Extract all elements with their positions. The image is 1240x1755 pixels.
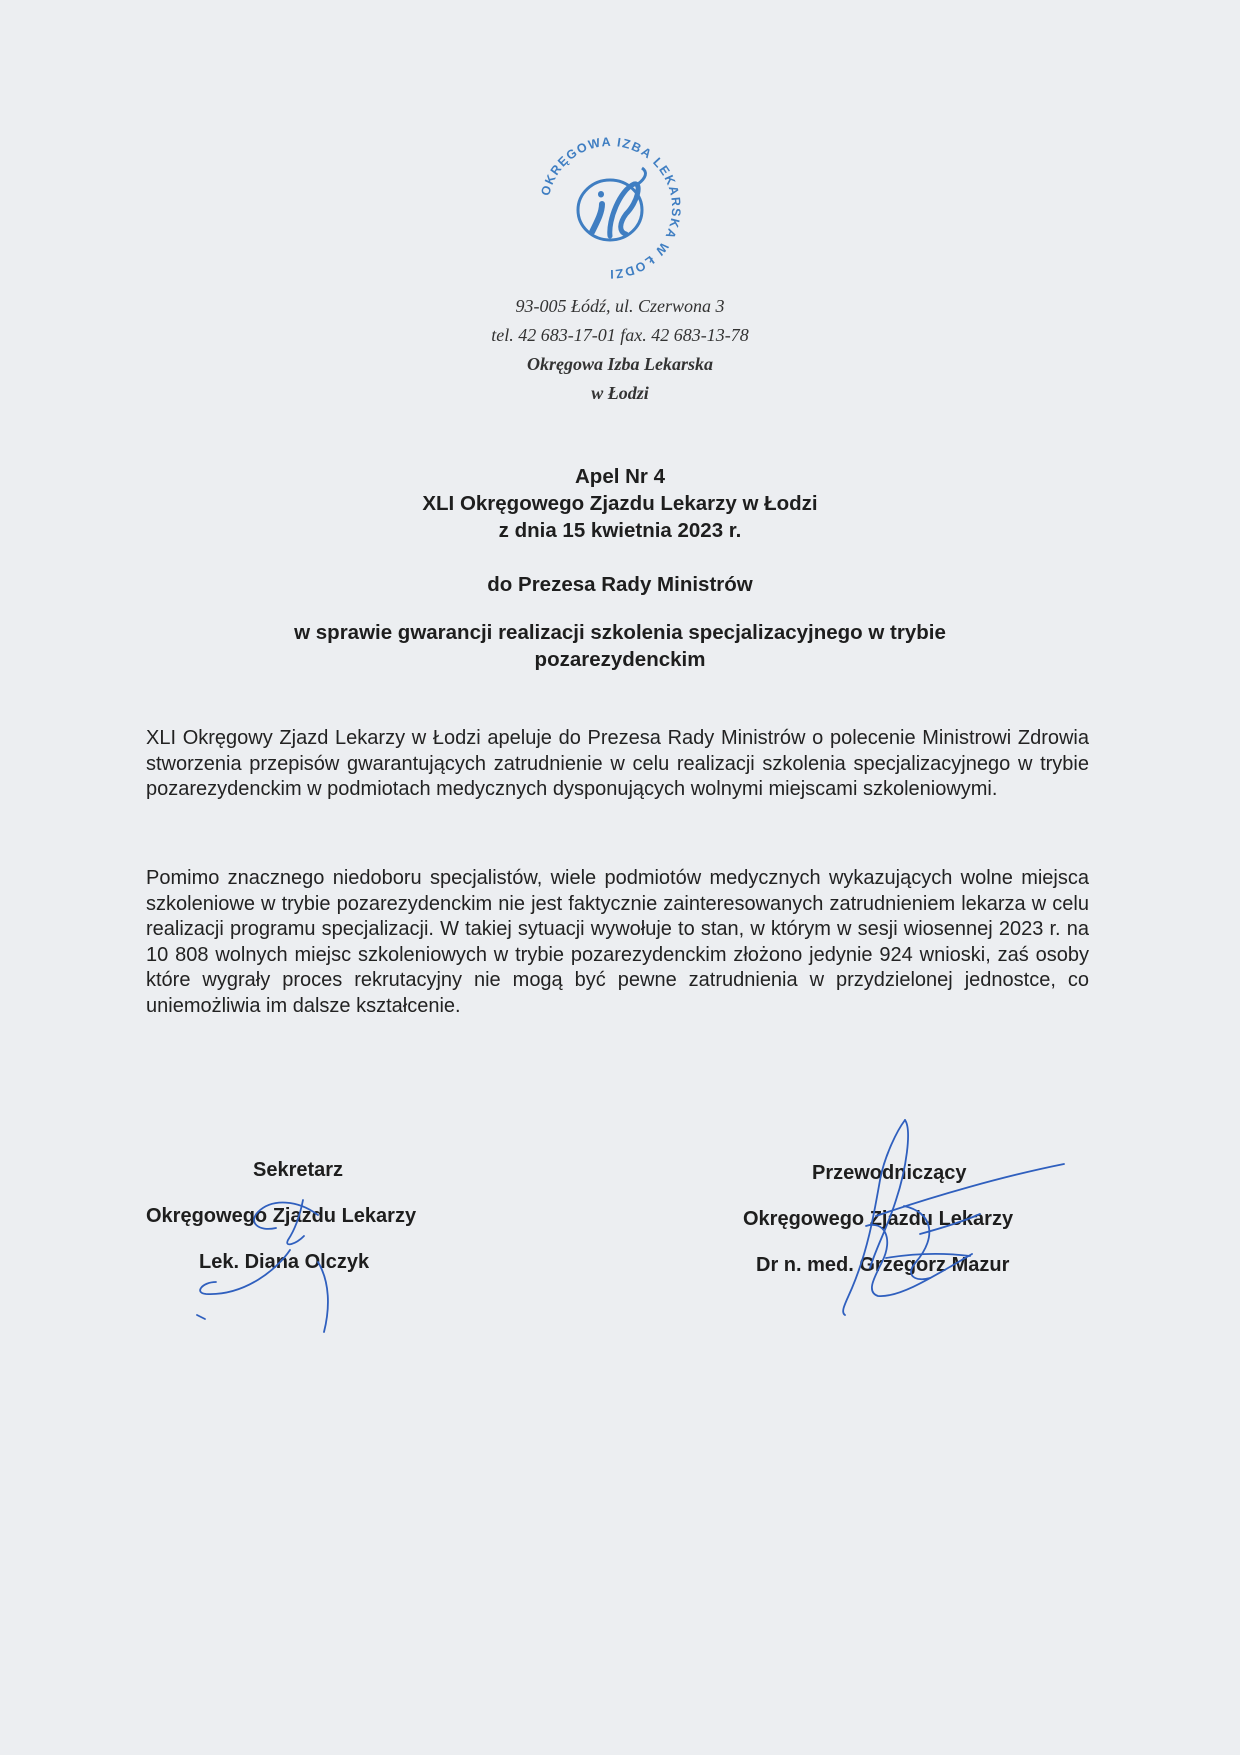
letterhead-org-name: Okręgowa Izba Lekarska [526, 354, 713, 374]
letterhead-phone: tel. 42 683-17-01 fax. 42 683-13-78 [491, 325, 749, 345]
addressee: do Prezesa Rady Ministrów [487, 573, 753, 596]
left-signature-role: Sekretarz [253, 1159, 344, 1181]
left-signature-body: Okręgowego Zjazdu Lekarzy [146, 1205, 417, 1227]
title-line-1: Apel Nr 4 [575, 465, 665, 488]
subject-line-2: pozarezydenckim [534, 648, 706, 671]
title-line-2: XLI Okręgowego Zjazdu Lekarzy w Łodzi [422, 492, 818, 515]
title-line-3: z dnia 15 kwietnia 2023 r. [498, 519, 742, 542]
body-paragraph-2: Pomimo znacznego niedoboru specjalistów, wiele podmiotów medycznych wykazujących wolne miejsca szkoleniowe w trybie pozarezydenckim nie jest faktycznie zainteresowanych zatrudnieniem lekarza w celu realizacji programu specjalizacji. W takiej sytuacji wywołuje to stan, w którym w sesji wiosennej 2023 r. na 10 808 wolnych miejsc szkoleniowych w trybie pozarezydenckim złożono jedynie 924 wnioski, zaś osoby które wygrały proces rekrutacyjny nie mogą być pewne zatrudnienia w przydzielonej jednostce, co uniemożliwia im dalsze kształcenie. [146, 867, 1089, 1017]
document-title [0, 463, 1240, 544]
svg-text:OKRĘGOWA IZBA LEKARSKA W ŁODZI: OKRĘGOWA IZBA LEKARSKA W ŁODZI [538, 134, 684, 282]
subject [0, 619, 1240, 673]
right-signature-name: Dr n. med. Grzegorz Mazur [756, 1254, 1010, 1276]
subject-line-1: w sprawie gwarancji realizacji szkolenia specjalizacyjnego w trybie [294, 621, 946, 644]
left-signature-name: Lek. Diana Olczyk [199, 1251, 370, 1273]
letterhead-org-city: w Łodzi [591, 383, 649, 403]
letterhead [0, 292, 1240, 408]
right-signature-role: Przewodniczący [812, 1162, 967, 1184]
body-paragraph-1: XLI Okręgowy Zjazd Lekarzy w Łodzi apeluje do Prezesa Rady Ministrów o polecenie Ministrowi Zdrowia stworzenia przepisów gwarantujących zatrudnienie w celu realizacji szkolenia specjalizacyjnego w trybie pozarezydenckim w podmiotach medycznych dysponujących wolnymi miejscami szkoleniowymi. [146, 727, 1089, 800]
right-signature-body: Okręgowego Zjazdu Lekarzy [743, 1208, 1014, 1230]
chamber-logo-icon [530, 128, 690, 288]
letterhead-address: 93-005 Łódź, ul. Czerwona 3 [515, 296, 725, 316]
